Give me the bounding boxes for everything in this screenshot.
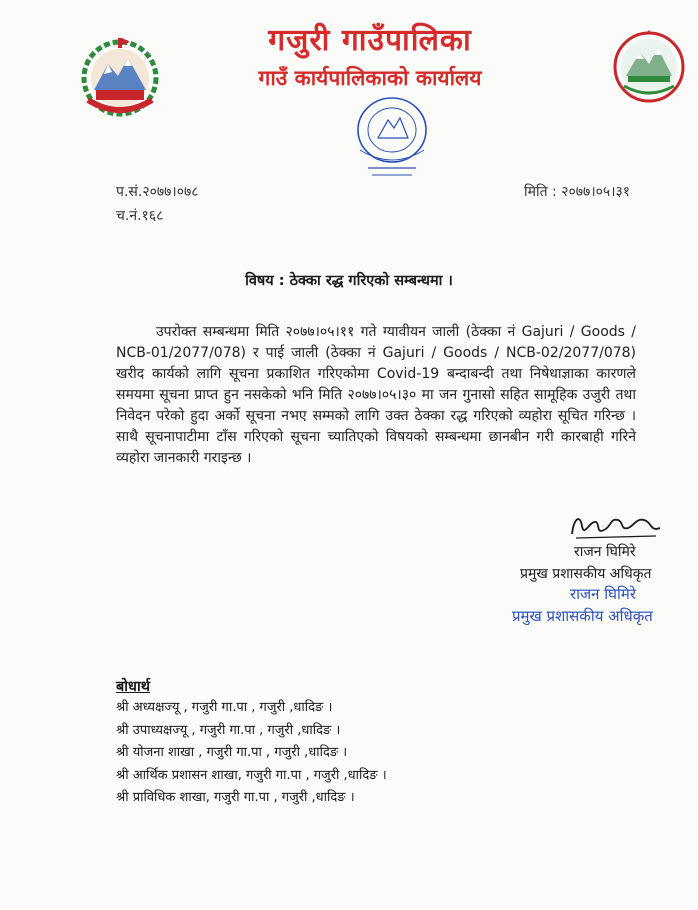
office-stamp-icon bbox=[342, 90, 442, 180]
cc-item: श्री उपाध्यक्षज्यू , गजुरी गा.पा , गजुरी ,धादिङ । bbox=[116, 722, 341, 738]
government-emblem-icon bbox=[78, 34, 162, 118]
municipality-logo-icon bbox=[612, 30, 686, 104]
office-title: गजुरी गाउँपालिका bbox=[268, 23, 472, 58]
cc-heading: बोधार्थ bbox=[116, 679, 150, 695]
handwritten-signature-icon bbox=[560, 508, 670, 544]
signatory-stamp-title: प्रमुख प्रशासकीय अधिकृत bbox=[512, 607, 653, 625]
signatory-name: राजन घिमिरे bbox=[574, 544, 636, 560]
dispatch-number: च.नं.१६८ bbox=[116, 208, 164, 224]
cc-item: श्री योजना शाखा , गजुरी गा.पा , गजुरी ,धादिङ । bbox=[116, 745, 348, 760]
body-paragraph: उपरोक्त सम्बन्धमा मिति २०७७।०५।११ गते ग्यावीयन जाली (ठेक्का नं Gajuri / Goods / NCB-01/2077/078) र पाई जाली (ठेक्का नं Gajuri / Goods / NCB-02/2077/078) खरीद कार्यको लागि सूचना प्रकाशित गरिएकोमा Covid-19 बन्दाबन्दी तथा निषेधाज्ञाका कारणले समयमा सूचना प्राप्त हुन नसकेको भनि मिति २०७७।०५।३० मा जन गुनासो सहित सामूहिक उजुरी तथा निवेदन परेको हुदा अर्को सूचना नभए सम्मको लागि उक्त ठेक्का रद्ध गरिएको व्यहोरा सूचित गरिन्छ । साथै सूचनापाटीमा टाँस गरिएको सूचना च्यातिएको विषयको सम्बन्धमा छानबीन गरी कारबाही गरिने व्यहोरा जानकारी गराइन्छ । bbox=[116, 324, 636, 466]
cc-item: श्री अध्यक्षज्यू , गजुरी गा.पा , गजुरी ,धादिङ । bbox=[116, 700, 333, 715]
cc-item: श्री आर्थिक प्रशासन शाखा, गजुरी गा.पा , गजुरी ,धादिङ । bbox=[116, 767, 387, 783]
letter-body bbox=[116, 322, 636, 469]
letter-subject: विषय : ठेक्का रद्ध गरिएको सम्बन्धमा । bbox=[245, 273, 453, 289]
letter-number: प.सं.२०७७।०७८ bbox=[116, 184, 199, 200]
signatory-title: प्रमुख प्रशासकीय अधिकृत bbox=[520, 566, 652, 582]
signatory-stamp-name: राजन घिमिरे bbox=[570, 585, 636, 603]
cc-list bbox=[116, 697, 387, 810]
cc-item: श्री प्राविधिक शाखा, गजुरी गा.पा , गजुरी ,धादिङ । bbox=[116, 790, 355, 805]
office-subtitle: गाउँ कार्यपालिकाको कार्यालय bbox=[258, 66, 482, 90]
letter-date: मिति : २०७७।०५।३१ bbox=[524, 184, 631, 200]
